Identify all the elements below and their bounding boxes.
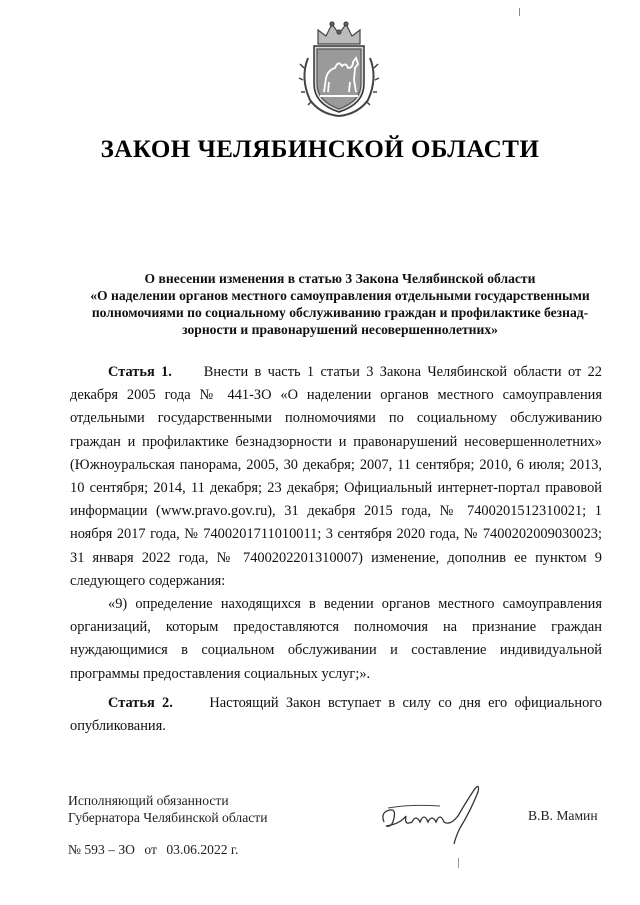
law-title: ЗАКОН ЧЕЛЯБИНСКОЙ ОБЛАСТИ [100, 136, 540, 163]
law-subject [70, 270, 610, 338]
article-2-paragraph [70, 692, 602, 738]
registration-from: от [144, 842, 157, 857]
signer-position-line: Исполняющий обязанности [68, 793, 229, 808]
signer-position [68, 792, 268, 826]
coat-of-arms-icon [298, 18, 380, 118]
article-1-paragraph [70, 361, 602, 593]
subject-line: О внесении изменения в статью 3 Закона Челябинской области [144, 271, 536, 286]
subject-line: полномочиями по социальному обслуживанию граждан и профилактике безнад- [91, 305, 589, 320]
article-1-heading: Статья 1. [108, 364, 172, 380]
article-1-text: Внести в часть 1 статьи 3 Закона Челябинской области от 22 декабря 2005 года № 441-ЗО «О наделении органов местного самоуправления отдельными государственными полномочиями по социальному обслуживанию граждан и профилактике безнадзорности и правонарушений несовершеннолетних» (Южноуральская панорама, 2005, 30 декабря; 2007, 11 сентября; 2010, 6 июля; 2013, 10 сентября; 2014, 11 декабря; 23 декабря; Официальный интернет-портал правовой информации (www.pravo.gov.ru), 31 декабря 2015 года, № 7400201512310021; 1 ноября 2017 года, № 7400201711010011; 3 сентября 2020 года, № 7400202009030023; 31 января 2022 года, № 7400202201310007) изменение, дополнив ее пунктом 9 следующего содержания: [70, 364, 603, 589]
signer-name: В.В. Мамин [528, 808, 598, 823]
registration-number: № 593 – ЗО [68, 842, 135, 857]
article-2 [70, 692, 602, 738]
handwritten-signature [370, 782, 490, 846]
article-1-quote: «9) определение находящихся в ведении органов местного самоуправления организаций, которым предоставляются полномочия на признание граждан нуждающимися в социальном обслуживании и составление индивидуальной программы предоставления социальных услуг;». [70, 596, 602, 682]
registration-line [68, 842, 244, 858]
scan-mark [519, 8, 520, 16]
registration-date: 03.06.2022 г. [166, 842, 239, 857]
scan-mark [458, 858, 459, 868]
subject-line: «О наделении органов местного самоуправления отдельными государственными [90, 288, 590, 303]
article-2-text: Настоящий Закон вступает в силу со дня его официального опубликования. [70, 695, 603, 735]
article-2-heading: Статья 2. [108, 695, 173, 711]
subject-line: зорности и правонарушений несовершеннолетних» [182, 322, 498, 337]
article-1 [70, 361, 602, 686]
signer-position-line: Губернатора Челябинской области [68, 810, 268, 825]
